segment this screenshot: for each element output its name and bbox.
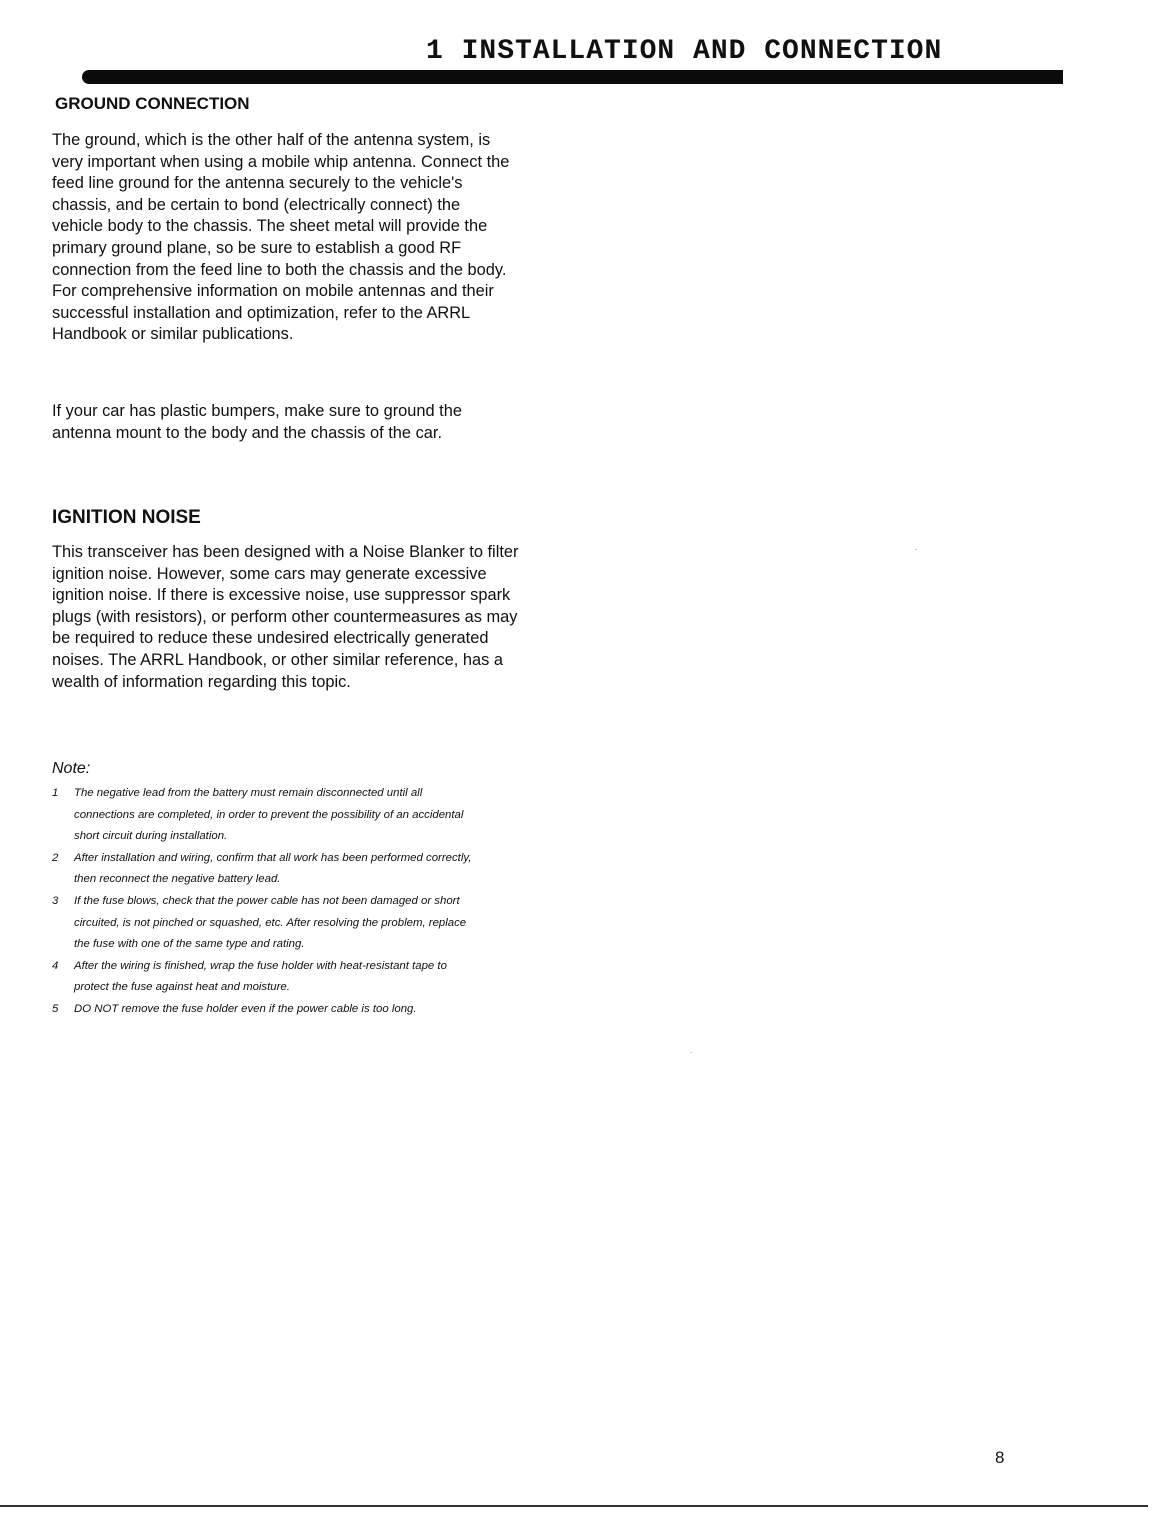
title-rule — [82, 70, 1063, 84]
note-number: 2 — [52, 851, 59, 864]
note-item — [52, 891, 482, 956]
ignition-noise-paragraph: This transceiver has been designed with a Noise Blanker to filter ignition noise. However, some cars may generate excessive ignition noise. If there is excessive noise, use suppressor spark plugs (with resistors), or perform other countermeasures as may be required to reduce these undesired electrically generated noises. The ARRL Handbook, or other similar reference, has a wealth of information regarding this topic. — [52, 543, 519, 691]
note-number: 4 — [52, 959, 59, 972]
bottom-rule — [0, 1505, 1148, 1507]
page-number: 8 — [995, 1448, 1005, 1467]
note-text: The negative lead from the battery must remain disconnected until all connections are completed, in order to prevent the possibility of an accidental short circuit during installation. — [74, 787, 464, 843]
note-number: 3 — [52, 894, 59, 907]
note-number: 1 — [52, 787, 59, 799]
notes-list — [52, 783, 482, 1021]
note-text: After the wiring is finished, wrap the fuse holder with heat-resistant tape to protect the fuse against heat and moisture. — [74, 959, 447, 994]
scan-speck — [915, 549, 917, 550]
ignition-noise-heading: IGNITION NOISE — [52, 507, 201, 528]
ground-connection-paragraph-2: If your car has plastic bumpers, make sure to ground the antenna mount to the body and the chassis of the car. — [52, 402, 462, 442]
note-item — [52, 848, 482, 891]
chapter-title: 1 INSTALLATION AND CONNECTION — [426, 36, 943, 67]
note-text: After installation and wiring, confirm that all work has been performed correctly, then reconnect the negative battery lead. — [74, 851, 472, 886]
note-item — [52, 956, 482, 999]
note-text: If the fuse blows, check that the power cable has not been damaged or short circuited, is not pinched or squashed, etc. After resolving the problem, replace the fuse with one of the same type and rating. — [74, 894, 467, 951]
note-text: DO NOT remove the fuse holder even if the power cable is too long. — [74, 1002, 417, 1015]
note-label: Note: — [52, 760, 91, 777]
note-item — [52, 783, 482, 848]
scan-speck — [690, 1052, 692, 1053]
ground-connection-paragraph-1: The ground, which is the other half of the antenna system, is very important when using a mobile whip antenna. Connect the feed line ground for the antenna securely to the vehicle's chassis, and be certain to bond (electrically connect) the vehicle body to the chassis. The sheet metal will provide the primary ground plane, so be sure to establish a good RF connection from the feed line to both the chassis and the body. For comprehensive information on mobile antennas and their successful installation and optimization, refer to the ARRL Handbook or similar publications. — [52, 131, 510, 344]
ground-connection-heading: GROUND CONNECTION — [55, 94, 250, 113]
note-number: 5 — [52, 1002, 59, 1015]
note-item — [52, 999, 482, 1021]
